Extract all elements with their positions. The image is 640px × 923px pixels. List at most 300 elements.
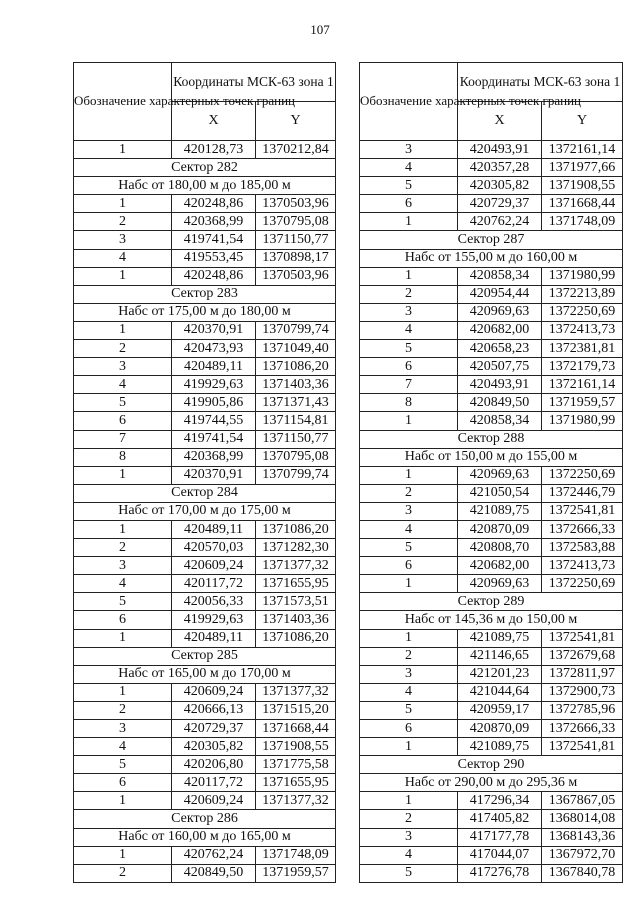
point-number: 8 [360,394,458,412]
y-value: 1371573,51 [256,593,336,611]
table-row [360,159,623,177]
x-value: 420128,73 [172,141,256,159]
table-row [360,484,623,502]
y-value: 1367972,70 [542,846,623,864]
table-row [74,358,336,376]
x-value: 420493,91 [458,376,542,394]
table-row [360,466,623,484]
table-row [360,358,623,376]
x-value: 420368,99 [172,213,256,231]
table-row [74,611,336,629]
y-value: 1371282,30 [256,539,336,557]
point-number: 1 [360,412,458,430]
header-point-label: Обозначение характерных точек границ [360,63,458,141]
point-number: 1 [74,466,172,484]
x-value: 419905,86 [172,394,256,412]
section-row [360,231,623,249]
table-row [74,412,336,430]
section-row [74,647,336,665]
y-value: 1371377,32 [256,792,336,810]
section-row [74,665,336,683]
y-value: 1371403,36 [256,376,336,394]
y-value: 1372250,69 [542,466,623,484]
point-number: 1 [74,520,172,538]
header-y: Y [256,102,336,141]
y-value: 1371655,95 [256,774,336,792]
table-row [74,430,336,448]
point-number: 2 [74,864,172,882]
x-value: 420959,17 [458,701,542,719]
y-value: 1371668,44 [256,720,336,738]
x-value: 419741,54 [172,231,256,249]
point-number: 1 [74,792,172,810]
table-row [360,575,623,593]
x-value: 420762,24 [172,846,256,864]
y-value: 1372666,33 [542,520,623,538]
y-value: 1372446,79 [542,484,623,502]
point-number: 6 [360,195,458,213]
x-value: 420666,13 [172,701,256,719]
point-number: 1 [74,141,172,159]
x-value: 420248,86 [172,195,256,213]
x-value: 420489,11 [172,629,256,647]
y-value: 1367867,05 [542,792,623,810]
point-number: 6 [360,358,458,376]
y-value: 1372811,97 [542,665,623,683]
point-number: 6 [74,611,172,629]
x-value: 420969,63 [458,303,542,321]
table-row [74,539,336,557]
table-row [360,195,623,213]
section-label: Набс от 150,00 м до 155,00 м [360,448,623,466]
x-value: 421050,54 [458,484,542,502]
table-row [74,629,336,647]
y-value: 1367840,78 [542,864,623,882]
x-value: 420729,37 [172,720,256,738]
x-value: 420368,99 [172,448,256,466]
table-row [74,720,336,738]
table-row [74,249,336,267]
table-row [74,683,336,701]
x-value: 417405,82 [458,810,542,828]
x-value: 420849,50 [458,394,542,412]
section-label: Сектор 284 [74,484,336,502]
x-value: 420609,24 [172,683,256,701]
point-number: 5 [74,593,172,611]
y-value: 1371908,55 [542,177,623,195]
y-value: 1371655,95 [256,575,336,593]
table-row [360,502,623,520]
point-number: 1 [74,321,172,339]
point-number: 8 [74,448,172,466]
section-row [74,177,336,195]
point-number: 4 [360,520,458,538]
point-number: 6 [74,774,172,792]
y-value: 1371668,44 [542,195,623,213]
table-row [74,466,336,484]
y-value: 1371959,57 [542,394,623,412]
x-value: 417044,07 [458,846,542,864]
x-value: 420762,24 [458,213,542,231]
table-row [360,810,623,828]
table-row [360,285,623,303]
table-row [360,321,623,339]
table-row [360,267,623,285]
x-value: 420473,93 [172,340,256,358]
x-value: 419741,54 [172,430,256,448]
point-number: 2 [74,340,172,358]
table-row [360,701,623,719]
header-coordinates: Координаты МСК-63 зона 1 [458,63,623,102]
table-row [360,557,623,575]
section-row [360,430,623,448]
point-number: 4 [360,321,458,339]
x-value: 420489,11 [172,520,256,538]
point-number: 3 [360,828,458,846]
table-row [360,539,623,557]
y-value: 1370795,08 [256,213,336,231]
y-value: 1371980,99 [542,412,623,430]
x-value: 419929,63 [172,611,256,629]
y-value: 1372666,33 [542,720,623,738]
table-row [74,557,336,575]
point-number: 5 [360,340,458,358]
y-value: 1371371,43 [256,394,336,412]
y-value: 1370799,74 [256,321,336,339]
table-row [74,738,336,756]
header-point-label: Обозначение характерных точек границ [74,63,172,141]
table-row [74,520,336,538]
y-value: 1371086,20 [256,358,336,376]
y-value: 1370503,96 [256,267,336,285]
y-value: 1372900,73 [542,683,623,701]
y-value: 1372541,81 [542,629,623,647]
section-label: Набс от 155,00 м до 160,00 м [360,249,623,267]
table-body-left [74,141,336,883]
section-label: Сектор 287 [360,231,623,249]
x-value: 421089,75 [458,629,542,647]
section-row [74,502,336,520]
section-label: Сектор 288 [360,430,623,448]
point-number: 3 [360,303,458,321]
table-row [74,231,336,249]
x-value: 420570,03 [172,539,256,557]
x-value: 420658,23 [458,340,542,358]
point-number: 1 [360,267,458,285]
coordinates-table-right [359,62,623,883]
y-value: 1371775,58 [256,756,336,774]
x-value: 420969,63 [458,575,542,593]
table-row [360,213,623,231]
section-label: Сектор 285 [74,647,336,665]
section-row [360,249,623,267]
section-row [74,810,336,828]
point-number: 1 [74,683,172,701]
table-body-right [360,141,623,883]
section-label: Сектор 286 [74,810,336,828]
point-number: 5 [360,864,458,882]
section-label: Сектор 289 [360,593,623,611]
point-number: 2 [74,213,172,231]
x-value: 420954,44 [458,285,542,303]
x-value: 420808,70 [458,539,542,557]
point-number: 2 [360,810,458,828]
x-value: 420729,37 [458,195,542,213]
section-label: Набс от 175,00 м до 180,00 м [74,303,336,321]
point-number: 5 [74,394,172,412]
section-row [74,484,336,502]
x-value: 417177,78 [458,828,542,846]
y-value: 1371515,20 [256,701,336,719]
point-number: 3 [74,358,172,376]
section-row [74,159,336,177]
y-value: 1370898,17 [256,249,336,267]
x-value: 420870,09 [458,520,542,538]
y-value: 1371086,20 [256,520,336,538]
y-value: 1371049,40 [256,340,336,358]
x-value: 419929,63 [172,376,256,394]
x-value: 420682,00 [458,557,542,575]
y-value: 1370795,08 [256,448,336,466]
y-value: 1372179,73 [542,358,623,376]
point-number: 1 [360,629,458,647]
x-value: 420370,91 [172,466,256,484]
table-row [360,846,623,864]
section-label: Набс от 145,36 м до 150,00 м [360,611,623,629]
y-value: 1371150,77 [256,430,336,448]
point-number: 2 [360,285,458,303]
section-row [360,593,623,611]
x-value: 421201,23 [458,665,542,683]
section-row [74,303,336,321]
header-x: X [458,102,542,141]
x-value: 420507,75 [458,358,542,376]
y-value: 1372250,69 [542,575,623,593]
section-label: Сектор 290 [360,756,623,774]
table-row [360,394,623,412]
section-label: Набс от 160,00 м до 165,00 м [74,828,336,846]
table-row [74,792,336,810]
table-row [360,864,623,882]
y-value: 1372413,73 [542,321,623,339]
table-row [360,340,623,358]
point-number: 3 [74,231,172,249]
x-value: 420609,24 [172,792,256,810]
x-value: 420493,91 [458,141,542,159]
x-value: 420305,82 [172,738,256,756]
table-row [74,213,336,231]
x-value: 419744,55 [172,412,256,430]
section-label: Набс от 165,00 м до 170,00 м [74,665,336,683]
point-number: 4 [74,376,172,394]
y-value: 1368143,36 [542,828,623,846]
section-row [74,285,336,303]
coordinates-table-left [73,62,336,883]
y-value: 1372250,69 [542,303,623,321]
section-row [74,828,336,846]
x-value: 420305,82 [458,177,542,195]
point-number: 4 [74,249,172,267]
table-row [360,520,623,538]
y-value: 1372213,89 [542,285,623,303]
point-number: 6 [360,557,458,575]
point-number: 3 [360,502,458,520]
point-number: 2 [74,701,172,719]
table-row [360,828,623,846]
x-value: 420858,34 [458,267,542,285]
x-value: 420357,28 [458,159,542,177]
table-row [360,412,623,430]
section-row [360,756,623,774]
x-value: 420682,00 [458,321,542,339]
y-value: 1371377,32 [256,683,336,701]
point-number: 5 [360,539,458,557]
table-row [74,864,336,882]
y-value: 1372381,81 [542,340,623,358]
point-number: 1 [74,195,172,213]
x-value: 419553,45 [172,249,256,267]
y-value: 1372161,14 [542,376,623,394]
page-number: 107 [310,22,330,37]
table-row [360,376,623,394]
y-value: 1368014,08 [542,810,623,828]
point-number: 3 [74,557,172,575]
point-number: 3 [360,665,458,683]
x-value: 417276,78 [458,864,542,882]
x-value: 420969,63 [458,466,542,484]
table-row [360,720,623,738]
y-value: 1371403,36 [256,611,336,629]
x-value: 420248,86 [172,267,256,285]
point-number: 4 [74,738,172,756]
section-row [360,611,623,629]
point-number: 4 [360,683,458,701]
x-value: 417296,34 [458,792,542,810]
table-row [74,376,336,394]
header-x: X [172,102,256,141]
point-number: 6 [360,720,458,738]
table-row [74,141,336,159]
point-number: 4 [360,846,458,864]
x-value: 420870,09 [458,720,542,738]
y-value: 1370503,96 [256,195,336,213]
point-number: 6 [74,412,172,430]
x-value: 420206,80 [172,756,256,774]
table-row [360,792,623,810]
point-number: 1 [74,846,172,864]
x-value: 421044,64 [458,683,542,701]
table-row [360,665,623,683]
point-number: 1 [74,629,172,647]
y-value: 1370212,84 [256,141,336,159]
point-number: 2 [74,539,172,557]
point-number: 4 [360,159,458,177]
y-value: 1372541,81 [542,738,623,756]
point-number: 2 [360,484,458,502]
x-value: 420849,50 [172,864,256,882]
y-value: 1372541,81 [542,502,623,520]
y-value: 1371154,81 [256,412,336,430]
y-value: 1372785,96 [542,701,623,719]
y-value: 1371377,32 [256,557,336,575]
point-number: 1 [360,792,458,810]
y-value: 1371748,09 [542,213,623,231]
table-row [360,141,623,159]
x-value: 421089,75 [458,738,542,756]
y-value: 1372583,88 [542,539,623,557]
y-value: 1371980,99 [542,267,623,285]
y-value: 1372161,14 [542,141,623,159]
y-value: 1371908,55 [256,738,336,756]
x-value: 420117,72 [172,774,256,792]
point-number: 1 [360,466,458,484]
point-number: 1 [74,267,172,285]
point-number: 7 [360,376,458,394]
x-value: 421146,65 [458,647,542,665]
table-row [360,303,623,321]
table-row [74,575,336,593]
table-row [360,177,623,195]
x-value: 420117,72 [172,575,256,593]
table-row [74,448,336,466]
y-value: 1371150,77 [256,231,336,249]
table-row [74,774,336,792]
section-label: Сектор 283 [74,285,336,303]
table-row [74,321,336,339]
point-number: 5 [360,177,458,195]
table-row [74,267,336,285]
table-row [74,701,336,719]
section-row [360,448,623,466]
section-row [360,774,623,792]
point-number: 7 [74,430,172,448]
header-coordinates: Координаты МСК-63 зона 1 [172,63,336,102]
table-row [74,394,336,412]
x-value: 421089,75 [458,502,542,520]
point-number: 1 [360,575,458,593]
x-value: 420489,11 [172,358,256,376]
section-label: Сектор 282 [74,159,336,177]
y-value: 1371748,09 [256,846,336,864]
x-value: 420056,33 [172,593,256,611]
point-number: 4 [74,575,172,593]
y-value: 1371086,20 [256,629,336,647]
section-label: Набс от 180,00 м до 185,00 м [74,177,336,195]
x-value: 420858,34 [458,412,542,430]
y-value: 1372679,68 [542,647,623,665]
table-row [74,846,336,864]
point-number: 2 [360,647,458,665]
x-value: 420370,91 [172,321,256,339]
point-number: 3 [74,720,172,738]
point-number: 1 [360,213,458,231]
table-row [360,629,623,647]
header-y: Y [542,102,623,141]
table-row [360,647,623,665]
y-value: 1372413,73 [542,557,623,575]
section-label: Набс от 170,00 м до 175,00 м [74,502,336,520]
table-row [74,756,336,774]
table-row [74,593,336,611]
section-label: Набс от 290,00 м до 295,36 м [360,774,623,792]
point-number: 5 [360,701,458,719]
x-value: 420609,24 [172,557,256,575]
point-number: 3 [360,141,458,159]
y-value: 1371977,66 [542,159,623,177]
y-value: 1370799,74 [256,466,336,484]
point-number: 1 [360,738,458,756]
y-value: 1371959,57 [256,864,336,882]
